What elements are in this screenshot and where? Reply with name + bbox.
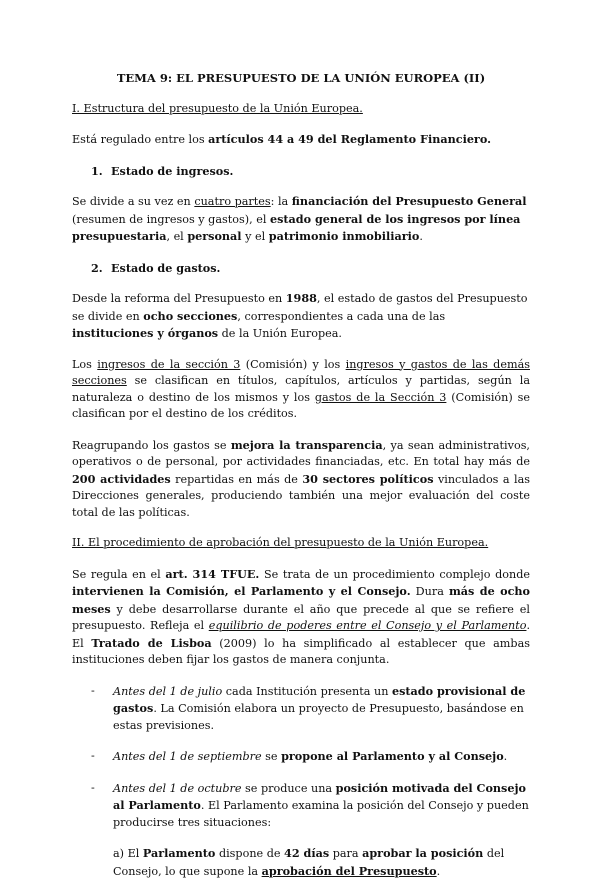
heading-estado-ingresos: 1. Estado de ingresos. — [91, 163, 234, 178]
paragraph-secciones: Los ingresos de la sección 3 (Comisión) y los ingresos y gastos de las demás secciones se clasifican en títulos, capítulos, artículos y partidas, según la naturaleza o destino de los mismos y los gastos de la Sección 3 (Comisión) se clasifican por el destino de los créditos. — [72, 357, 530, 420]
intro-paragraph: Está regulado entre los artículos 44 a 49 del Reglamento Financiero. — [72, 132, 491, 146]
heading-estado-gastos: 2. Estado de gastos. — [91, 260, 221, 275]
list-item: - Antes del 1 de septiembre se propone al Parlamento y al Consejo. — [91, 749, 508, 763]
paragraph-art-314: Se regula en el art. 314 TFUE. Se trata de un procedimiento complejo donde intervienen la Comisión, el Parlamento y el Consejo. Dura más de ocho meses y debe desarrollarse durante el año que precede al que se refiere el presupuesto. Refleja el equilibrio de poderes entre el Consejo y el Parlamento. El Tratado de Lisboa (2009) lo ha simplificado al establecer que ambas instituciones deben fijar los gastos de manera conjunta. — [72, 566, 531, 666]
section-heading-structure: I. Estructura del presupuesto de la Unión Europea. — [72, 101, 363, 115]
sub-item-a: a) El Parlamento dispone de 42 días para aprobar la posición del Consejo, lo que supone la aprobación del Presupuesto. — [113, 846, 505, 878]
list-item: - Antes del 1 de octubre se produce una posición motivada del Consejo al Parlamento. El Parlamento examina la posición del Consejo y pueden producirse tres situaciones: — [91, 780, 529, 829]
list-item: - Antes del 1 de julio cada Institución presenta un estado provisional de gastos. La Comisión elabora un proyecto de Presupuesto, basándose en estas previsiones. — [91, 683, 526, 732]
paragraph-transparencia: Reagrupando los gastos se mejora la transparencia, ya sean administrativos, operativos o de personal, por actividades financiadas, etc. En total hay más de 200 actividades repartidas en más de 30 sectores políticos vinculados a las Direcciones generales, produciendo también una mejor evaluación del coste total de las políticas. — [72, 437, 530, 519]
paragraph-ingresos: Se divide a su vez en cuatro partes: la financiación del Presupuesto General (resumen de ingresos y gastos), el estado general de los ingresos por línea presupuestaria, el personal y el patrimonio inmobiliario. — [72, 194, 527, 243]
document-title: TEMA 9: EL PRESUPUESTO DE LA UNIÓN EUROPEA (II) — [116, 71, 486, 85]
paragraph-reforma: Desde la reforma del Presupuesto en 1988, el estado de gastos del Presupuesto se divide en ocho secciones, correspondientes a cada una de las instituciones y órganos de la Unión Europea. — [72, 291, 528, 340]
section-heading-procedure: II. El procedimiento de aprobación del presupuesto de la Unión Europea. — [72, 536, 489, 549]
